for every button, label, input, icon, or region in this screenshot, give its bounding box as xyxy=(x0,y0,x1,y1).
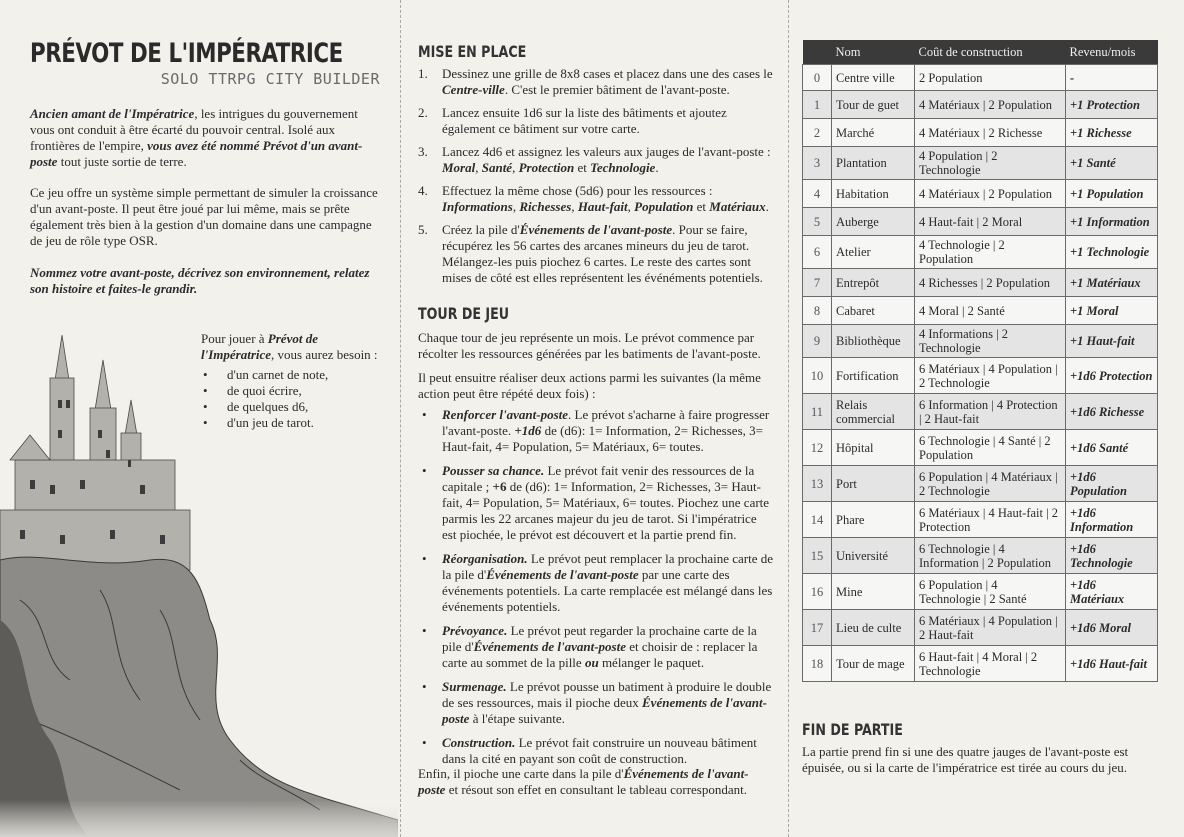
row-number: 1 xyxy=(803,91,832,119)
building-revenue: +1d6 Information xyxy=(1066,502,1158,538)
needs-intro: Pour jouer à Prévot de l'Impératrice, vous aurez besoin : xyxy=(201,331,378,362)
list-item: • d'un carnet de note, xyxy=(201,367,328,383)
end-game-paragraph: La partie prend fin si une des quatre jauges de l'avant-poste est épuisée, ou si la carte de l'impératrice est tirée au cours du jeu. xyxy=(802,744,1129,775)
table-body xyxy=(803,65,1158,682)
row-number: 10 xyxy=(803,358,832,394)
list-item: 5. Créez la pile d'Événements de l'avant-poste. Pour se faire, récupérez les 56 cartes des arcanes mineurs du jeu de tarot. Mélangez-les puis piochez 6 cartes. Le reste des cartes sont mises de côté est elles représentent les événéments potentiels. xyxy=(418,222,763,285)
table-row xyxy=(803,147,1158,180)
building-revenue: +1 Richesse xyxy=(1066,119,1158,147)
table-row xyxy=(803,297,1158,325)
list-item: • de quoi écrire, xyxy=(201,383,328,399)
table-row xyxy=(803,502,1158,538)
row-number: 13 xyxy=(803,466,832,502)
table-row xyxy=(803,180,1158,208)
building-name: Relais commercial xyxy=(832,394,915,430)
turn-paragraph-1: Chaque tour de jeu représente un mois. Le prévot commence par récolter les ressources générées par les batiments de l'avant-poste. xyxy=(418,330,761,361)
building-revenue: +1 Information xyxy=(1066,208,1158,236)
building-name: Atelier xyxy=(832,236,915,269)
turn-end-paragraph: Enfin, il pioche une carte dans la pile d'Événements de l'avant-poste et résout son effet en consultant le tableau correspondant. xyxy=(418,766,749,797)
table-row xyxy=(803,358,1158,394)
list-item: • Réorganisation. Le prévot peut remplacer la prochaine carte de la pile d'Événements de l'avant-poste par une carte des événements potentiels. La carte remplacée est mélangé dans les événements potentiels. xyxy=(418,551,774,615)
list-item: 3. Lancez 4d6 et assignez les valeurs aux jauges de l'avant-poste : Moral, Santé, Protection et Technologie. xyxy=(418,144,771,175)
building-cost: 6 Matériaux | 4 Population | 2 Haut-fait xyxy=(915,610,1066,646)
list-item: 1. Dessinez une grille de 8x8 cases et placez dans une des cases le Centre-ville. C'est le premier bâtiment de l'avant-poste. xyxy=(418,66,773,97)
rules-column xyxy=(402,0,788,837)
list-item: • Surmenage. Le prévot pousse un batiment à produire le double de ses ressources, mais il pioche deux Événements de l'avant-poste à l'étape suivante. xyxy=(418,679,774,727)
header-cost: Coût de construction xyxy=(915,40,1066,65)
header-number xyxy=(803,40,832,65)
building-cost: 6 Matériaux | 4 Haut-fait | 2 Protection xyxy=(915,502,1066,538)
page-title: PRÉVOT DE L'IMPÉRATRICE xyxy=(30,38,343,69)
row-number: 16 xyxy=(803,574,832,610)
building-cost: 4 Matériaux | 2 Population xyxy=(915,180,1066,208)
heading-tour-de-jeu: TOUR DE JEU xyxy=(418,304,510,323)
building-cost: 4 Technologie | 2 Population xyxy=(915,236,1066,269)
building-revenue: +1 Santé xyxy=(1066,147,1158,180)
building-cost: 4 Richesses | 2 Population xyxy=(915,269,1066,297)
building-cost: 4 Matériaux | 2 Richesse xyxy=(915,119,1066,147)
building-name: Habitation xyxy=(832,180,915,208)
heading-fin-de-partie: FIN DE PARTIE xyxy=(802,720,903,739)
building-name: Cabaret xyxy=(832,297,915,325)
intro-column xyxy=(0,0,398,837)
building-revenue: +1d6 Richesse xyxy=(1066,394,1158,430)
building-revenue: +1 Technologie xyxy=(1066,236,1158,269)
actions-list xyxy=(418,407,774,775)
building-revenue: +1d6 Technologie xyxy=(1066,538,1158,574)
building-name: Tour de guet xyxy=(832,91,915,119)
row-number: 9 xyxy=(803,325,832,358)
row-number: 17 xyxy=(803,610,832,646)
list-item: • Pousser sa chance. Le prévot fait venir des ressources de la capitale ; +6 de (d6): 1= Information, 2= Richesses, 3= Haut-fait, 4= Population, 5= Matériaux, 6= toutes. Piochez une carte parmis les 22 arcanes majeur du jeu de tarot. Si l'impératrice est piochée, le prévot est découvert et la partie prend fin. xyxy=(418,463,774,543)
row-number: 11 xyxy=(803,394,832,430)
row-number: 5 xyxy=(803,208,832,236)
building-name: Hôpital xyxy=(832,430,915,466)
building-cost: 4 Informations | 2 Technologie xyxy=(915,325,1066,358)
fold-line-right xyxy=(788,0,789,837)
table-row xyxy=(803,236,1158,269)
intro-paragraph: Ancien amant de l'Impératrice, les intrigues du gouvernement vous ont conduit à être écarté du pouvoir central. Isolé aux frontières de l'empire, vous avez été nommé Prévot d'un avant-poste tout juste sortie de terre. xyxy=(30,106,363,169)
building-cost: 2 Population xyxy=(915,65,1066,91)
page-subtitle: SOLO TTRPG CITY BUILDER xyxy=(160,70,380,88)
castle-illustration xyxy=(0,320,398,837)
building-cost: 4 Population | 2 Technologie xyxy=(915,147,1066,180)
building-revenue: +1 Protection xyxy=(1066,91,1158,119)
row-number: 15 xyxy=(803,538,832,574)
building-cost: 6 Technologie | 4 Information | 2 Population xyxy=(915,538,1066,574)
building-cost: 4 Matériaux | 2 Population xyxy=(915,91,1066,119)
turn-paragraph-2: Il peut ensuitre réaliser deux actions parmi les suivantes (la même action peut être répété deux fois) : xyxy=(418,370,761,401)
table-row xyxy=(803,325,1158,358)
building-name: Port xyxy=(832,466,915,502)
row-number: 2 xyxy=(803,119,832,147)
heading-mise-en-place: MISE EN PLACE xyxy=(418,42,527,61)
table-row xyxy=(803,538,1158,574)
list-item: • Renforcer l'avant-poste. Le prévot s'acharne à faire progresser l'avant-poste. +1d6 de (d6): 1= Information, 2= Richesses, 3= Haut-fait, 4= Population, 5= Matériaux, 6= toutes. xyxy=(418,407,774,455)
table-row xyxy=(803,208,1158,236)
call-to-action: Nommez votre avant-poste, décrivez son environnement, relatez son histoire et faites-le grandir. xyxy=(30,265,370,296)
building-cost: 6 Information | 4 Protection | 2 Haut-fait xyxy=(915,394,1066,430)
building-revenue: - xyxy=(1066,65,1158,91)
building-cost: 4 Haut-fait | 2 Moral xyxy=(915,208,1066,236)
table-row xyxy=(803,269,1158,297)
row-number: 4 xyxy=(803,180,832,208)
building-name: Plantation xyxy=(832,147,915,180)
table-row xyxy=(803,574,1158,610)
table-row xyxy=(803,394,1158,430)
row-number: 8 xyxy=(803,297,832,325)
row-number: 0 xyxy=(803,65,832,91)
row-number: 14 xyxy=(803,502,832,538)
table-row xyxy=(803,65,1158,91)
building-revenue: +1d6 Population xyxy=(1066,466,1158,502)
list-item: 2. Lancez ensuite 1d6 sur la liste des bâtiments et ajoutez également ce bâtiment sur votre carte. xyxy=(418,105,727,136)
buildings-table xyxy=(802,40,1158,682)
list-item: • de quelques d6, xyxy=(201,399,328,415)
building-revenue: +1d6 Santé xyxy=(1066,430,1158,466)
table-header-row xyxy=(803,40,1158,65)
list-item: • Prévoyance. Le prévot peut regarder la prochaine carte de la pile d'Événements de l'avant-poste et choisir de : replacer la carte au sommet de la pille ou mélanger le paquet. xyxy=(418,623,774,671)
building-cost: 6 Haut-fait | 4 Moral | 2 Technologie xyxy=(915,646,1066,682)
row-number: 12 xyxy=(803,430,832,466)
table-row xyxy=(803,430,1158,466)
table-row xyxy=(803,119,1158,147)
building-cost: 4 Moral | 2 Santé xyxy=(915,297,1066,325)
list-item: 4. Effectuez la même chose (5d6) pour les ressources : Informations, Richesses, Haut-fait, Population et Matériaux. xyxy=(418,183,769,214)
building-revenue: +1d6 Matériaux xyxy=(1066,574,1158,610)
building-revenue: +1d6 Moral xyxy=(1066,610,1158,646)
header-revenue: Revenu/mois xyxy=(1066,40,1158,65)
row-number: 18 xyxy=(803,646,832,682)
row-number: 3 xyxy=(803,147,832,180)
row-number: 7 xyxy=(803,269,832,297)
building-revenue: +1d6 Haut-fait xyxy=(1066,646,1158,682)
table-row xyxy=(803,646,1158,682)
building-name: Lieu de culte xyxy=(832,610,915,646)
building-cost: 6 Matériaux | 4 Population | 2 Technologie xyxy=(915,358,1066,394)
building-cost: 6 Population | 4 Technologie | 2 Santé xyxy=(915,574,1066,610)
building-revenue: +1 Population xyxy=(1066,180,1158,208)
building-revenue: +1 Haut-fait xyxy=(1066,325,1158,358)
building-cost: 6 Population | 4 Matériaux | 2 Technologie xyxy=(915,466,1066,502)
needs-list xyxy=(201,367,328,431)
building-cost: 6 Technologie | 4 Santé | 2 Population xyxy=(915,430,1066,466)
table-row xyxy=(803,91,1158,119)
building-revenue: +1 Matériaux xyxy=(1066,269,1158,297)
list-item: • Construction. Le prévot fait construire un nouveau bâtiment dans la cité en payant son coût de construction. xyxy=(418,735,774,767)
building-revenue: +1d6 Protection xyxy=(1066,358,1158,394)
building-name: Bibliothèque xyxy=(832,325,915,358)
table-row xyxy=(803,610,1158,646)
table-column xyxy=(790,0,1184,837)
building-name: Centre ville xyxy=(832,65,915,91)
setup-steps xyxy=(418,66,774,293)
row-number: 6 xyxy=(803,236,832,269)
building-name: Entrepôt xyxy=(832,269,915,297)
description-paragraph: Ce jeu offre un système simple permettant de simuler la croissance d'un avant-poste. Il peut être joué par lui même, mais se prête également très bien à la gestion d'un domaine dans une campagne de jeu de rôle type OSR. xyxy=(30,185,378,248)
list-item: • d'un jeu de tarot. xyxy=(201,415,328,431)
building-revenue: +1 Moral xyxy=(1066,297,1158,325)
table-row xyxy=(803,466,1158,502)
header-name: Nom xyxy=(832,40,915,65)
fold-line-left xyxy=(400,0,401,837)
building-name: Université xyxy=(832,538,915,574)
building-name: Auberge xyxy=(832,208,915,236)
building-name: Fortification xyxy=(832,358,915,394)
building-name: Marché xyxy=(832,119,915,147)
building-name: Tour de mage xyxy=(832,646,915,682)
building-name: Phare xyxy=(832,502,915,538)
building-name: Mine xyxy=(832,574,915,610)
